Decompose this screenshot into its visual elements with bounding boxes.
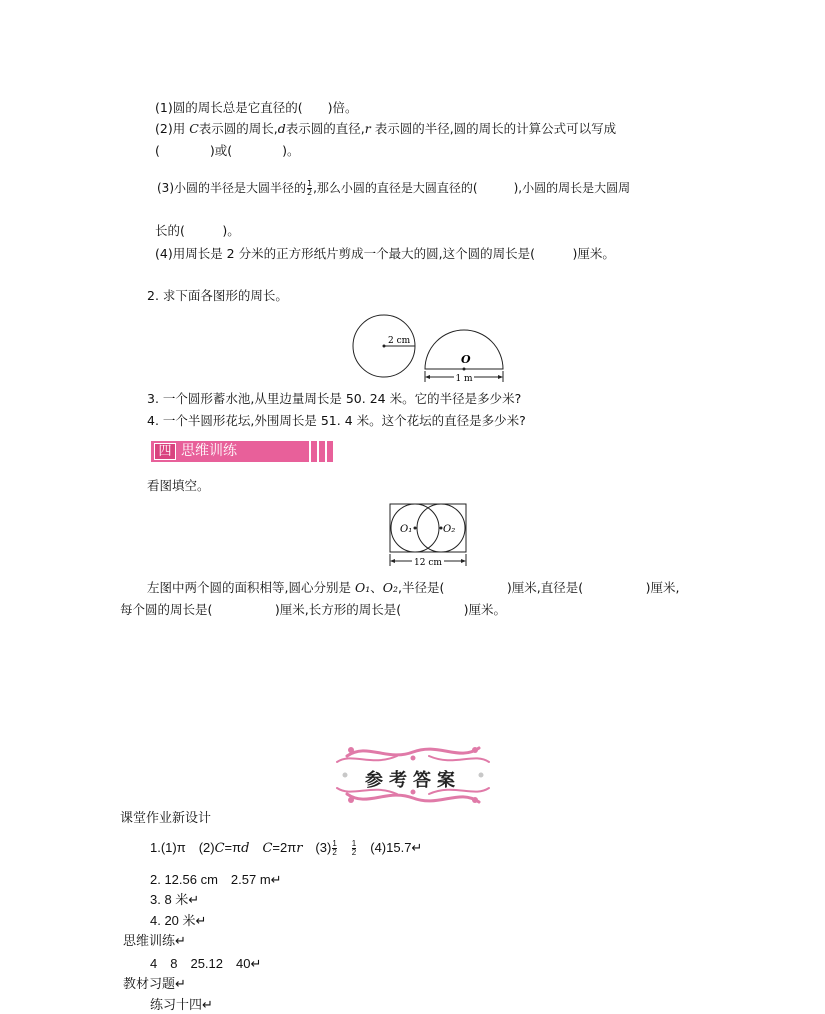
semicircle-center-dot (463, 368, 466, 371)
section-4-question: 4. 一个半圆形花坛,外围周长是 51. 4 米。这个花坛的直径是多少米? (147, 413, 526, 428)
banner-title: 思维训练 (181, 443, 237, 459)
thinking-instruction: 看图填空。 (147, 478, 210, 493)
question-1: (1)圆的周长总是它直径的( )倍。 (155, 100, 358, 115)
label-o2: O₂ (443, 524, 456, 535)
answer-2: 2. 12.56 cm 2.57 m↵ (150, 872, 282, 887)
label-o1: O₁ (400, 524, 413, 535)
answers-heading: 参考答案 (365, 770, 461, 791)
answers-sub-thinking: 思维训练↵ (123, 934, 186, 949)
answer-1: 1.(1)π (2)C=πd C=2πr (3) $\frac{1}{2}$ $\frac{1}{2}$ (4)15.7↵ (150, 839, 423, 858)
section-banner (151, 441, 333, 462)
section-3-question: 3. 一个圆形蓄水池,从里边量周长是 50. 24 米。它的半径是多少米? (147, 391, 522, 406)
width-label: 12 cm (414, 558, 442, 568)
question-3-line2: 长的( )。 (155, 223, 240, 238)
thinking-text-1: 左图中两个圆的面积相等,圆心分别是 O₁、O₂,半径是( )厘米,直径是( )厘米, (147, 580, 680, 595)
answers-sub-textbook: 教材习题↵ (123, 977, 186, 992)
answer-3: 3. 8 米↵ (150, 892, 200, 907)
question-3: (3)小圆的半径是大圆半径的 $\frac{1}{2}$ ,那么小圆的直径是大圆直径的( ),小圆的周长是大圆周 (157, 179, 631, 197)
circle-radius-label: 2 cm (388, 336, 411, 346)
semicircle-diameter-label: 1 m (455, 374, 473, 384)
answer-4: 4. 20 米↵ (150, 913, 207, 928)
answer-5: 4 8 25.12 40↵ (150, 956, 262, 971)
thinking-text-2: 每个圆的周长是( )厘米,长方形的周长是( )厘米。 (120, 602, 506, 617)
figure-circle-and-semicircle (350, 312, 510, 384)
circle-center-dot (383, 345, 386, 348)
question-4: (4)用周长是 2 分米的正方形纸片剪成一个最大的圆,这个圆的周长是( )厘米。 (155, 246, 615, 261)
figure-two-circles-rectangle (388, 502, 470, 568)
question-2: (2)用 C表示圆的周长,d表示圆的直径,r 表示圆的半径,圆的周长的计算公式可以写成 (155, 121, 617, 136)
question-2-blanks: ( )或( )。 (155, 143, 300, 158)
answers-heading-ornament (327, 742, 499, 808)
semicircle-center-label: O (461, 353, 471, 366)
banner-number: 四 (154, 443, 176, 460)
fraction-half: $\frac{1}{2}$ (307, 179, 313, 197)
answers-sub-classwork: 课堂作业新设计 (120, 811, 212, 826)
section-2-title: 2. 求下面各图形的周长。 (147, 288, 288, 303)
answers-sub-exercise: 练习十四↵ (150, 998, 213, 1013)
